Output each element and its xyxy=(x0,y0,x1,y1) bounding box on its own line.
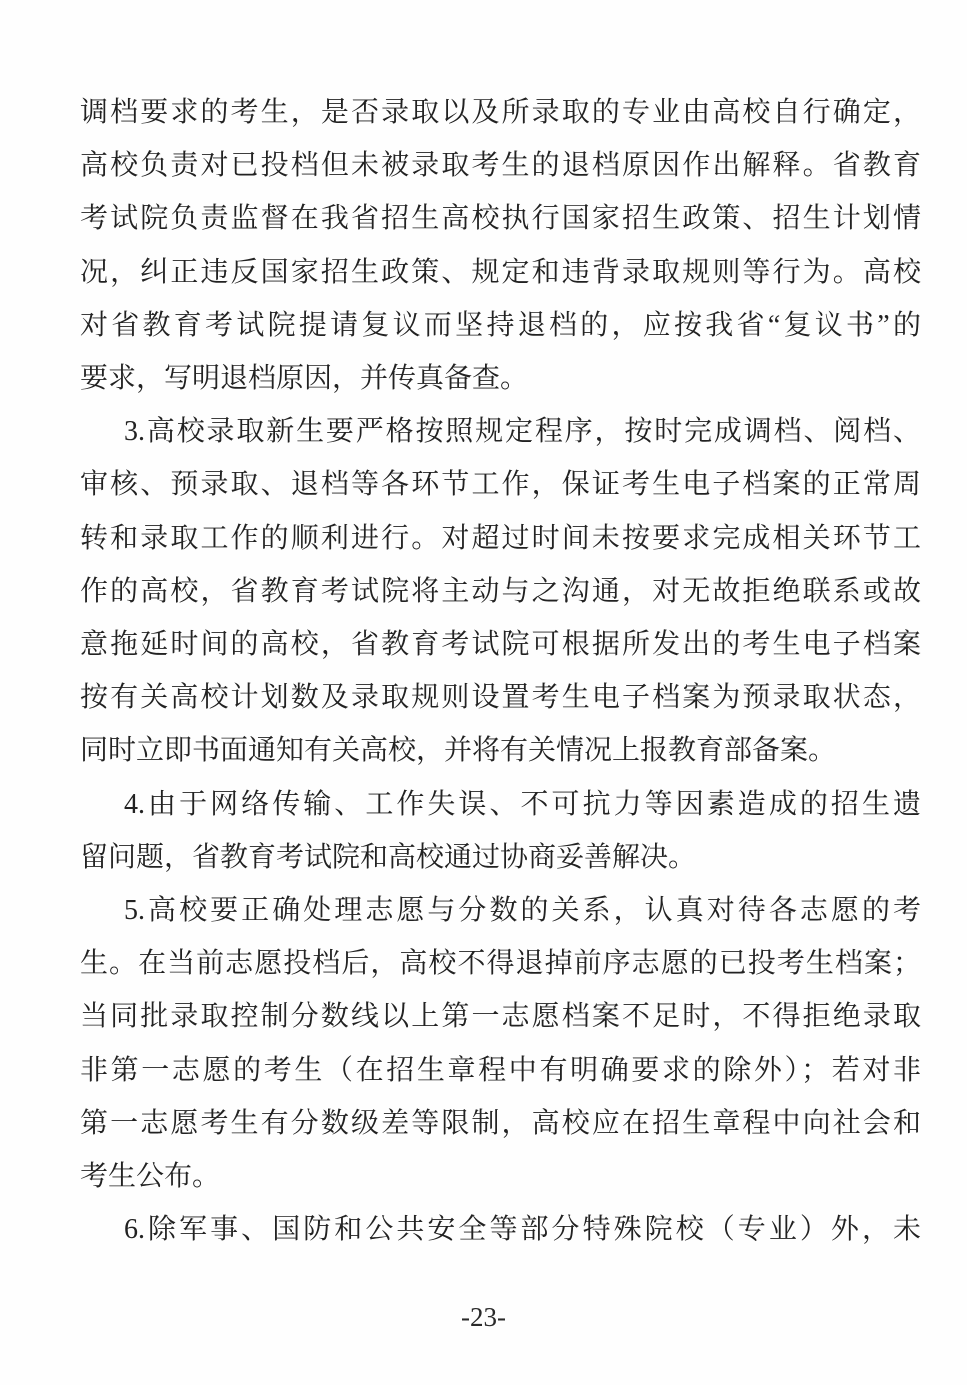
text-line: 6.除军事、国防和公共安全等部分特殊院校（专业）外，未 xyxy=(124,1214,921,1246)
text-line: 考试院负责监督在我省招生高校执行国家招生政策、招生计划情 xyxy=(80,203,921,235)
text-line: 5.高校要正确处理志愿与分数的关系，认真对待各志愿的考 xyxy=(124,895,921,927)
text-line: 考生公布。 xyxy=(80,1161,221,1193)
document-body xyxy=(80,86,921,1256)
text-line: 况，纠正违反国家招生政策、规定和违背录取规则等行为。高校 xyxy=(80,256,921,288)
text-line: 高校负责对已投档但未被录取考生的退档原因作出解释。省教育 xyxy=(80,150,921,182)
text-line: 意拖延时间的高校，省教育考试院可根据所发出的考生电子档案 xyxy=(80,629,921,661)
text-line: 当同批录取控制分数线以上第一志愿档案不足时，不得拒绝录取 xyxy=(80,1001,921,1033)
text-line: 生。在当前志愿投档后，高校不得退掉前序志愿的已投考生档案； xyxy=(80,948,921,980)
text-line: 同时立即书面通知有关高校，并将有关情况上报教育部备案。 xyxy=(80,735,837,767)
page-number: -23- xyxy=(461,1302,506,1332)
text-line: 4.由于网络传输、工作失误、不可抗力等因素造成的招生遗 xyxy=(124,788,921,820)
text-line: 调档要求的考生，是否录取以及所录取的专业由高校自行确定， xyxy=(80,97,921,128)
text-line: 审核、预录取、退档等各环节工作，保证考生电子档案的正常周 xyxy=(80,469,921,501)
text-line: 要求，写明退档原因，并传真备查。 xyxy=(80,363,529,395)
text-line: 对省教育考试院提请复议而坚持退档的，应按我省“复议书”的 xyxy=(80,309,921,341)
text-line: 3.高校录取新生要严格按照规定程序，按时完成调档、阅档、 xyxy=(124,416,921,448)
text-line: 非第一志愿的考生（在招生章程中有明确要求的除外）；若对非 xyxy=(80,1054,921,1086)
text-line: 作的高校，省教育考试院将主动与之沟通，对无故拒绝联系或故 xyxy=(80,575,921,607)
text-line: 留问题，省教育考试院和高校通过协商妥善解决。 xyxy=(80,841,697,873)
text-line: 按有关高校计划数及录取规则设置考生电子档案为预录取状态， xyxy=(80,682,921,714)
text-line: 第一志愿考生有分数级差等限制，高校应在招生章程中向社会和 xyxy=(80,1107,921,1139)
text-line: 转和录取工作的顺利进行。对超过时间未按要求完成相关环节工 xyxy=(80,522,921,554)
